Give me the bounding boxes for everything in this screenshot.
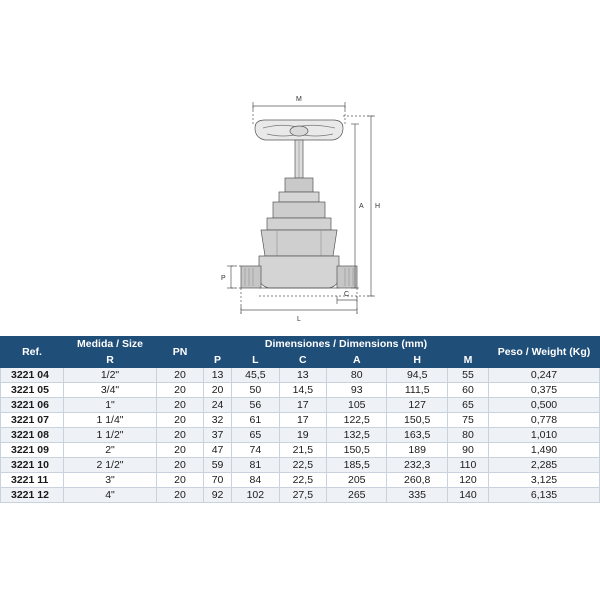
cell-weight: 1,490 xyxy=(489,443,600,458)
cell-ref: 3221 10 xyxy=(1,458,64,473)
cell-size: 1 1/2" xyxy=(64,428,157,443)
cell-m: 120 xyxy=(447,473,488,488)
subheader-h: H xyxy=(387,352,447,368)
cell-ref: 3221 11 xyxy=(1,473,64,488)
cell-pn: 20 xyxy=(157,488,204,503)
table-row xyxy=(1,428,600,443)
table-row xyxy=(1,398,600,413)
bonnet xyxy=(261,230,337,256)
table-head xyxy=(1,337,600,368)
cell-weight: 0,375 xyxy=(489,383,600,398)
cell-pn: 20 xyxy=(157,413,204,428)
table-row xyxy=(1,458,600,473)
cell-ref: 3221 12 xyxy=(1,488,64,503)
cell-h: 111,5 xyxy=(387,383,447,398)
header-weight: Peso / Weight (Kg) xyxy=(489,337,600,368)
cell-h: 232,3 xyxy=(387,458,447,473)
cell-size: 4" xyxy=(64,488,157,503)
cell-l: 74 xyxy=(232,443,279,458)
dim-label-p: P xyxy=(221,275,226,282)
cell-pn: 20 xyxy=(157,443,204,458)
cell-pn: 20 xyxy=(157,428,204,443)
cell-pn: 20 xyxy=(157,473,204,488)
cell-c: 14,5 xyxy=(279,383,326,398)
cell-c: 17 xyxy=(279,413,326,428)
cell-m: 55 xyxy=(447,368,488,383)
cell-ref: 3221 09 xyxy=(1,443,64,458)
cell-ref: 3221 04 xyxy=(1,368,64,383)
cell-m: 80 xyxy=(447,428,488,443)
subheader-size-r: R xyxy=(64,352,157,368)
cell-a: 105 xyxy=(327,398,387,413)
cell-l: 65 xyxy=(232,428,279,443)
cell-ref: 3221 05 xyxy=(1,383,64,398)
cell-m: 75 xyxy=(447,413,488,428)
cell-m: 110 xyxy=(447,458,488,473)
specification-table xyxy=(0,336,600,503)
cell-l: 50 xyxy=(232,383,279,398)
cell-p: 37 xyxy=(204,428,232,443)
cell-p: 32 xyxy=(204,413,232,428)
cell-m: 60 xyxy=(447,383,488,398)
cell-size: 1 1/4" xyxy=(64,413,157,428)
cell-c: 22,5 xyxy=(279,458,326,473)
cell-pn: 20 xyxy=(157,458,204,473)
cell-p: 13 xyxy=(204,368,232,383)
dim-label-a: A xyxy=(359,203,364,210)
table-row xyxy=(1,488,600,503)
cell-size: 3/4" xyxy=(64,383,157,398)
table-group-header-row xyxy=(1,337,600,352)
spec-table-container xyxy=(0,336,600,503)
table-row xyxy=(1,473,600,488)
cell-ref: 3221 07 xyxy=(1,413,64,428)
cell-weight: 0,500 xyxy=(489,398,600,413)
product-drawing xyxy=(215,90,385,335)
cell-c: 22,5 xyxy=(279,473,326,488)
dim-label-m: M xyxy=(296,96,302,103)
cell-l: 84 xyxy=(232,473,279,488)
cell-weight: 3,125 xyxy=(489,473,600,488)
cell-p: 92 xyxy=(204,488,232,503)
cell-a: 80 xyxy=(327,368,387,383)
subheader-l: L xyxy=(232,352,279,368)
cell-c: 13 xyxy=(279,368,326,383)
cell-size: 2" xyxy=(64,443,157,458)
cell-ref: 3221 08 xyxy=(1,428,64,443)
dim-label-h: H xyxy=(375,203,381,210)
subheader-m: M xyxy=(447,352,488,368)
cell-p: 20 xyxy=(204,383,232,398)
table-row xyxy=(1,443,600,458)
cell-size: 3" xyxy=(64,473,157,488)
cell-a: 205 xyxy=(327,473,387,488)
gate-valve-drawing-svg xyxy=(215,90,385,335)
cell-c: 19 xyxy=(279,428,326,443)
header-pn: PN xyxy=(157,337,204,368)
cell-h: 260,8 xyxy=(387,473,447,488)
cell-l: 81 xyxy=(232,458,279,473)
cell-l: 56 xyxy=(232,398,279,413)
cell-p: 70 xyxy=(204,473,232,488)
cell-a: 93 xyxy=(327,383,387,398)
cell-l: 61 xyxy=(232,413,279,428)
cell-h: 127 xyxy=(387,398,447,413)
cell-c: 21,5 xyxy=(279,443,326,458)
cell-l: 102 xyxy=(232,488,279,503)
header-ref: Ref. xyxy=(1,337,64,368)
cell-a: 265 xyxy=(327,488,387,503)
cell-pn: 20 xyxy=(157,368,204,383)
cell-h: 150,5 xyxy=(387,413,447,428)
header-dimensions: Dimensiones / Dimensions (mm) xyxy=(204,337,489,352)
cell-weight: 2,285 xyxy=(489,458,600,473)
dim-label-c: C xyxy=(344,291,350,298)
cell-h: 189 xyxy=(387,443,447,458)
cell-a: 185,5 xyxy=(327,458,387,473)
subheader-a: A xyxy=(327,352,387,368)
cell-pn: 20 xyxy=(157,398,204,413)
subheader-c: C xyxy=(279,352,326,368)
cell-weight: 0,778 xyxy=(489,413,600,428)
cell-m: 65 xyxy=(447,398,488,413)
cell-m: 90 xyxy=(447,443,488,458)
cell-a: 150,5 xyxy=(327,443,387,458)
header-size: Medida / Size xyxy=(64,337,157,352)
cell-m: 140 xyxy=(447,488,488,503)
cell-size: 2 1/2" xyxy=(64,458,157,473)
inlet-port xyxy=(241,266,261,288)
cell-c: 27,5 xyxy=(279,488,326,503)
table-row xyxy=(1,413,600,428)
outlet-port xyxy=(337,266,357,288)
cell-l: 45,5 xyxy=(232,368,279,383)
cell-p: 59 xyxy=(204,458,232,473)
cell-h: 163,5 xyxy=(387,428,447,443)
cell-c: 17 xyxy=(279,398,326,413)
table-row xyxy=(1,368,600,383)
cell-h: 335 xyxy=(387,488,447,503)
cell-pn: 20 xyxy=(157,383,204,398)
subheader-p: P xyxy=(204,352,232,368)
cell-size: 1/2" xyxy=(64,368,157,383)
valve-body xyxy=(259,256,339,288)
table-body xyxy=(1,368,600,503)
cell-size: 1" xyxy=(64,398,157,413)
cell-weight: 6,135 xyxy=(489,488,600,503)
cell-h: 94,5 xyxy=(387,368,447,383)
cell-weight: 0,247 xyxy=(489,368,600,383)
cell-ref: 3221 06 xyxy=(1,398,64,413)
table-row xyxy=(1,383,600,398)
cell-weight: 1,010 xyxy=(489,428,600,443)
cell-a: 122,5 xyxy=(327,413,387,428)
cell-p: 24 xyxy=(204,398,232,413)
cell-p: 47 xyxy=(204,443,232,458)
cell-a: 132,5 xyxy=(327,428,387,443)
dim-label-l: L xyxy=(297,316,301,323)
